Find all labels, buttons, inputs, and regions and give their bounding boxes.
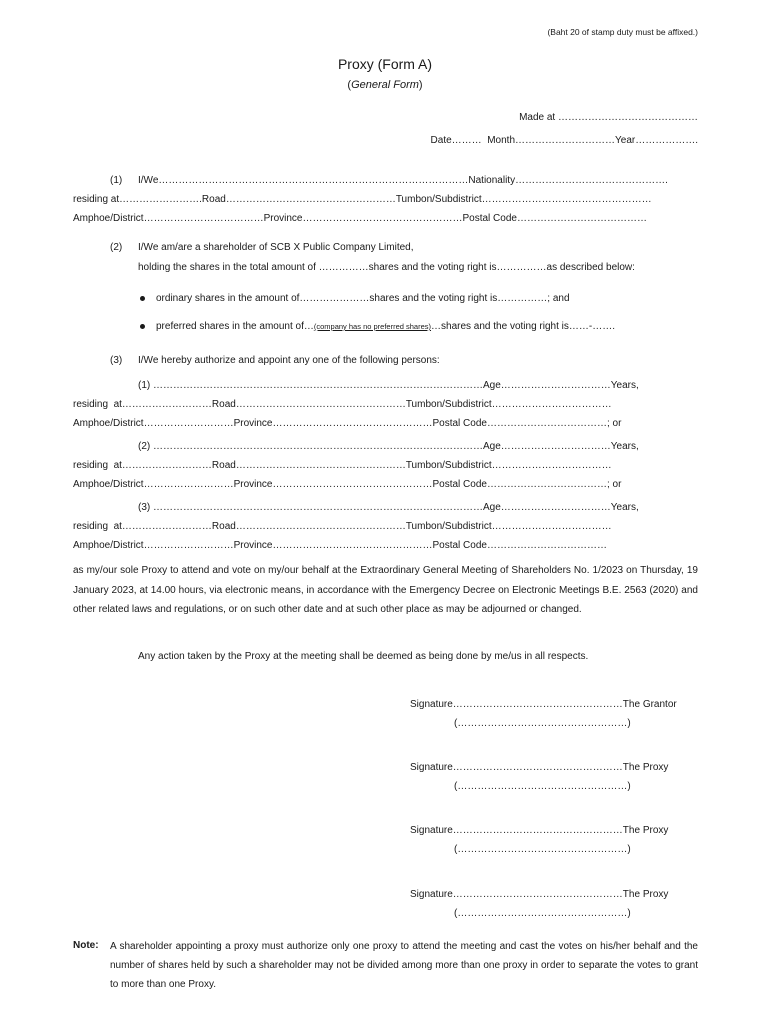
preferred-shares-line bbox=[156, 322, 615, 332]
section-2-shareholder-line: I/We am/are a shareholder of SCB X Public Company Limited, bbox=[138, 242, 414, 253]
date-field: Date……… Month…………………………Year………………. bbox=[430, 135, 698, 146]
preferred-shares-text-a: preferred shares in the amount of… bbox=[156, 321, 314, 332]
proxy-3-name-sign-line[interactable]: (……………………………………………) bbox=[454, 908, 631, 919]
proxy-2-name-sign-line[interactable]: (……………………………………………) bbox=[454, 844, 631, 855]
subtitle-italic: General Form bbox=[351, 79, 419, 91]
proxy-3-address-line: residing at………………………Road……………………………………………Tumbon/Subdistrict……………………………… bbox=[73, 521, 612, 532]
ordinary-shares-line: ordinary shares in the amount of…………………shares and the voting right is……………; and bbox=[156, 293, 570, 304]
bullet-icon bbox=[140, 324, 145, 329]
section-1-name-line: I/We…………………………………………………………………………………Nationality………………………………………. bbox=[138, 175, 668, 186]
proxy-3-signature-line[interactable]: Signature……………………………………………The Proxy bbox=[410, 889, 669, 900]
subtitle-close: ) bbox=[418, 79, 423, 91]
section-3-intro: I/We hereby authorize and appoint any one of the following persons: bbox=[138, 355, 440, 366]
proxy-3-district-line: Amphoe/District………………………Province…………………………………………Postal Code……………………………… bbox=[73, 540, 607, 551]
section-1-number: (1) bbox=[110, 175, 123, 186]
stamp-duty-note: (Baht 20 of stamp duty must be affixed.) bbox=[547, 27, 698, 37]
proxy-1-district-line: Amphoe/District………………………Province…………………………………………Postal Code………………………………; or bbox=[73, 418, 622, 429]
proxy-2-district-line: Amphoe/District………………………Province…………………………………………Postal Code………………………………; or bbox=[73, 479, 622, 490]
proxy-1-address-line: residing at………………………Road……………………………………………Tumbon/Subdistrict……………………………… bbox=[73, 399, 612, 410]
grantor-name-line[interactable]: (……………………………………………) bbox=[454, 718, 631, 729]
made-at-field: Made at …………………………………… bbox=[519, 112, 698, 123]
subtitle-open: ( bbox=[347, 79, 352, 91]
preferred-shares-text-b: …shares and the voting right is……-……. bbox=[431, 321, 615, 332]
proxy-2-name-line: (2) ………………………………………………………………………………………Age……………………………Years, bbox=[138, 441, 639, 452]
proxy-1-signature-line[interactable]: Signature……………………………………………The Proxy bbox=[410, 762, 669, 773]
section-1-address-line: residing at…………………….Road……………………………………………Tumbon/Subdistrict…………………………………………… bbox=[73, 194, 652, 205]
authorization-paragraph: as my/our sole Proxy to attend and vote on my/our behalf at the Extraordinary General Meeting of Shareholders No. 1/2023 on Thursday, 19 January 2023, at 14.00 hours, via electronic means, in accordance with the Emergency Decree on Electronic Meetings B.E. 2563 (2020) and other related laws and regulations, or on such other date and at such other place as may be adjourned or changed. bbox=[73, 565, 698, 615]
form-title: Proxy (Form A) bbox=[337, 56, 433, 72]
section-1-district-line: Amphoe/District………………………………Province…………………………………………Postal Code………………………………… bbox=[73, 213, 647, 224]
no-preferred-shares-note: (company has no preferred shares) bbox=[313, 322, 432, 331]
grantor-signature-line[interactable]: Signature……………………………………………The Grantor bbox=[410, 699, 677, 710]
note-text: A shareholder appointing a proxy must authorize only one proxy to attend the meeting and cast the votes on his/her behalf and the number of shares held by such a shareholder may not be divided among more than one proxy in order to separate the votes to grant to more than one Proxy. bbox=[110, 941, 698, 990]
note-label: Note: bbox=[73, 940, 99, 951]
section-3-number: (3) bbox=[110, 355, 123, 366]
proxy-2-signature-line[interactable]: Signature……………………………………………The Proxy bbox=[410, 825, 669, 836]
section-2-number: (2) bbox=[110, 242, 123, 253]
section-2-total-shares-line: holding the shares in the total amount of ……………shares and the voting right is……………as described below: bbox=[138, 262, 635, 273]
proxy-3-name-line: (3) ………………………………………………………………………………………Age……………………………Years, bbox=[138, 502, 639, 513]
action-paragraph: Any action taken by the Proxy at the meeting shall be deemed as being done by me/us in all respects. bbox=[138, 651, 589, 662]
bullet-icon bbox=[140, 296, 145, 301]
proxy-1-name-line: (1) ………………………………………………………………………………………Age……………………………Years, bbox=[138, 380, 639, 391]
form-subtitle bbox=[0, 80, 770, 91]
proxy-1-name-sign-line[interactable]: (……………………………………………) bbox=[454, 781, 631, 792]
proxy-2-address-line: residing at………………………Road……………………………………………Tumbon/Subdistrict……………………………… bbox=[73, 460, 612, 471]
